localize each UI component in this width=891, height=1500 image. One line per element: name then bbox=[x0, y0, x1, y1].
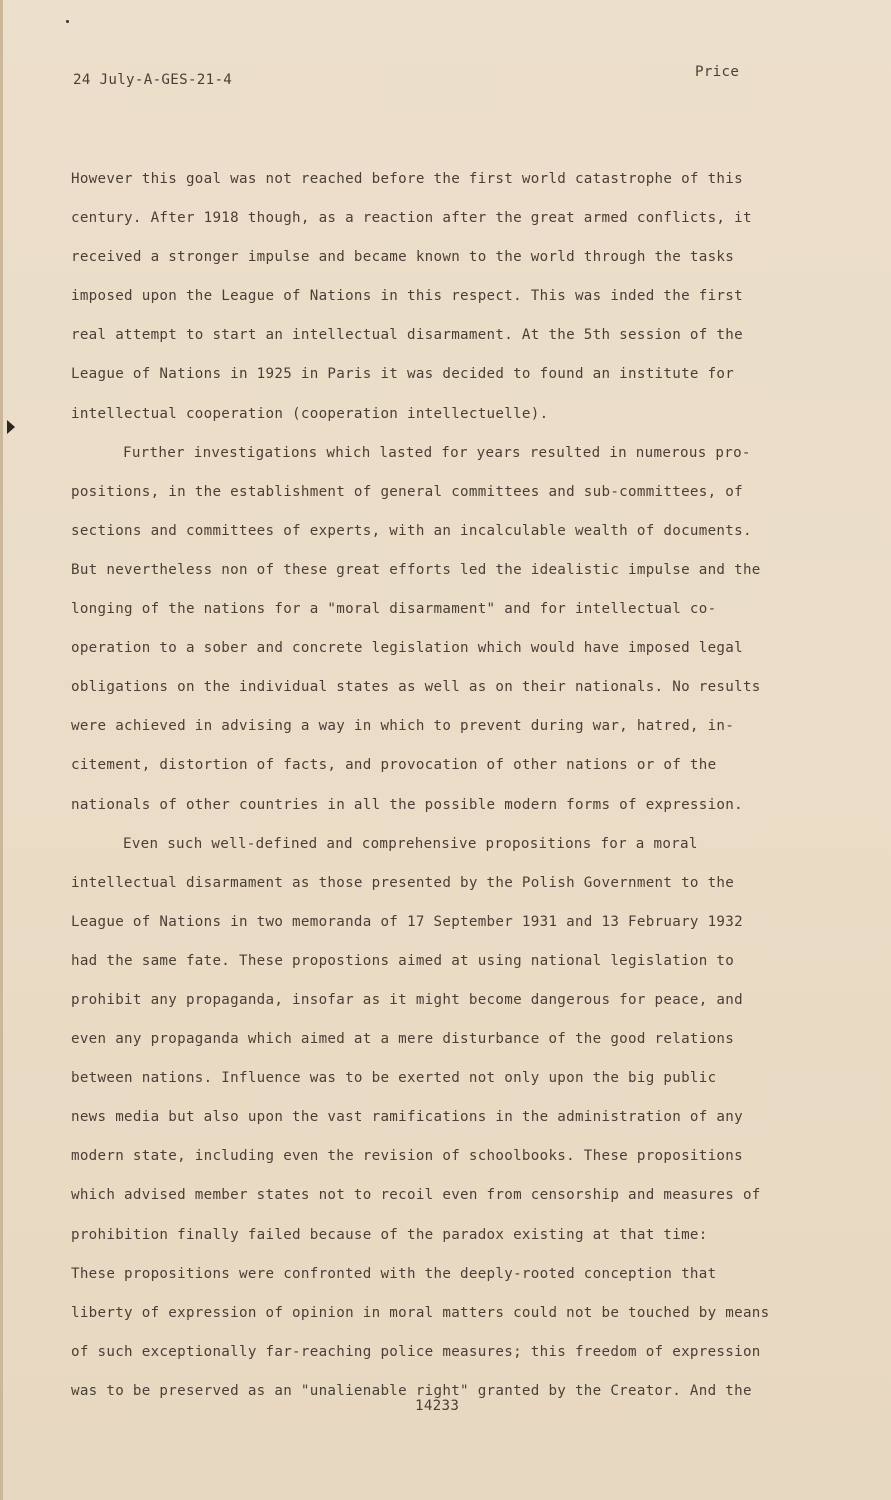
text-line: positions, in the establishment of general committees and sub-committees, of bbox=[71, 483, 743, 500]
margin-marker bbox=[7, 420, 15, 434]
text-line: intellectual disarmament as those presented by the Polish Government to the bbox=[71, 874, 735, 891]
text-line: obligations on the individual states as well as on their nationals. No results bbox=[71, 679, 761, 696]
text-line: between nations. Influence was to be exerted not only upon the big public bbox=[71, 1070, 717, 1087]
text-line: prohibit any propaganda, insofar as it might become dangerous for peace, and bbox=[71, 991, 743, 1008]
document-body bbox=[71, 160, 861, 1411]
text-line: citement, distortion of facts, and provocation of other nations or of the bbox=[71, 757, 717, 774]
text-line: longing of the nations for a "moral disarmament" and for intellectual co- bbox=[71, 601, 717, 618]
text-line: sections and committees of experts, with an incalculable wealth of documents. bbox=[71, 522, 752, 539]
text-line: However this goal was not reached before the first world catastrophe of this bbox=[71, 171, 743, 187]
text-line: had the same fate. These propostions aimed at using national legislation to bbox=[71, 952, 735, 969]
text-line: Even such well-defined and comprehensive propositions for a moral bbox=[123, 835, 698, 852]
text-line: century. After 1918 though, as a reaction after the great armed conflicts, it bbox=[71, 210, 752, 227]
text-line: even any propaganda which aimed at a mere disturbance of the good relations bbox=[71, 1031, 735, 1048]
text-line: was to be preserved as an "unalienable right" granted by the Creator. And the bbox=[71, 1382, 752, 1399]
text-line: Further investigations which lasted for years resulted in numerous pro- bbox=[123, 444, 751, 461]
text-line: But nevertheless non of these great efforts led the idealistic impulse and the bbox=[71, 561, 761, 578]
witness-name: Price bbox=[695, 64, 740, 80]
text-line: League of Nations in 1925 in Paris it was decided to found an institute for bbox=[71, 366, 735, 383]
text-line: prohibition finally failed because of the paradox existing at that time: bbox=[71, 1226, 708, 1243]
document-reference: 24 July-A-GES-21-4 bbox=[73, 72, 233, 88]
text-line: nationals of other countries in all the possible modern forms of expression. bbox=[71, 796, 743, 813]
paper-speck bbox=[66, 20, 69, 23]
page-number: 14233 bbox=[415, 1398, 460, 1414]
text-line: received a stronger impulse and became known to the world through the tasks bbox=[71, 249, 735, 266]
text-line: intellectual cooperation (cooperation intellectuelle). bbox=[71, 405, 549, 422]
text-line: real attempt to start an intellectual disarmament. At the 5th session of the bbox=[71, 327, 743, 344]
text-line: modern state, including even the revision of schoolbooks. These propositions bbox=[71, 1148, 743, 1165]
text-line: were achieved in advising a way in which to prevent during war, hatred, in- bbox=[71, 718, 735, 735]
text-line: liberty of expression of opinion in moral matters could not be touched by means bbox=[71, 1304, 770, 1321]
text-line: of such exceptionally far-reaching police measures; this freedom of expression bbox=[71, 1343, 761, 1360]
text-line: news media but also upon the vast ramifications in the administration of any bbox=[71, 1109, 743, 1126]
text-line: League of Nations in two memoranda of 17 September 1931 and 13 February 1932 bbox=[71, 913, 743, 930]
text-line: which advised member states not to recoil even from censorship and measures of bbox=[71, 1187, 761, 1204]
text-line: operation to a sober and concrete legislation which would have imposed legal bbox=[71, 640, 743, 657]
text-line: imposed upon the League of Nations in this respect. This was inded the first bbox=[71, 288, 743, 305]
text-line: These propositions were confronted with the deeply-rooted conception that bbox=[71, 1265, 717, 1282]
